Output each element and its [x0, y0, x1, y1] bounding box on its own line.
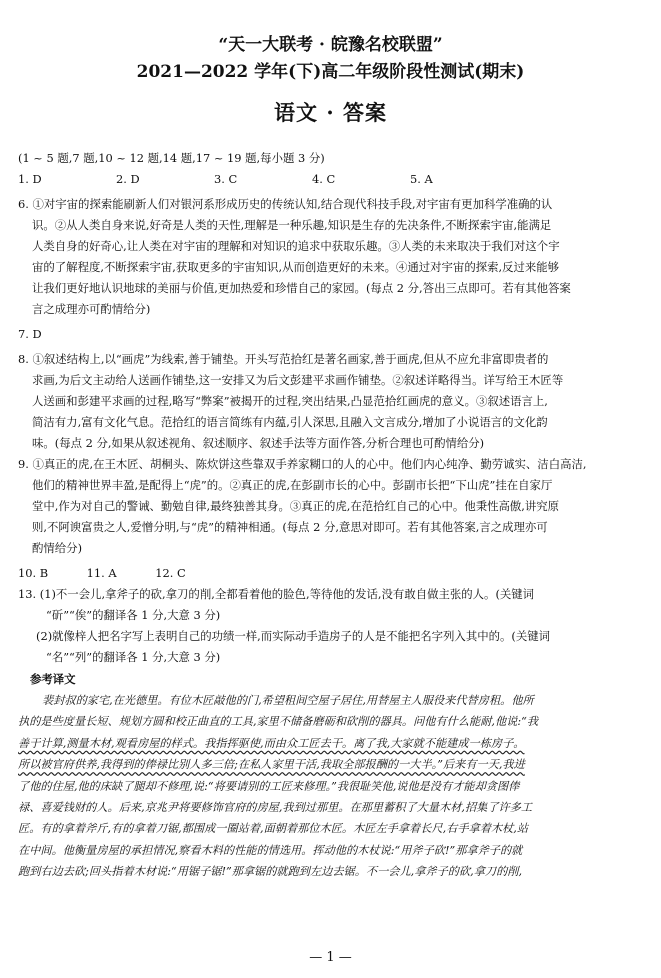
answer-6-line: 让我们更好地认识地球的美丽与价值,更加热爱和珍惜自己的家园。(每点 2 分,答出三点即可。若有其他答案 [32, 281, 571, 295]
score-note: (1 ~ 5 题,7 题,10 ~ 12 题,14 题,17 ~ 19 题,每小题 3 分) [18, 151, 325, 165]
answer-3: 3. C [214, 172, 238, 186]
answer-6-line: 识。②从人类自身来说,好奇是人类的天性,理解是一种乐趣,知识是生存的先决条件,不断探索宇宙,能满足 [32, 218, 552, 232]
answer-13-item-2-line: “名”“列”的翻译各 1 分,大意 3 分) [46, 650, 221, 664]
answer-13 [18, 584, 646, 668]
answer-9-line: 堂中,作为对自己的警诫、勤勉自律,最终独善其身。③真正的虎,在范拾红自己的心中。他秉性高傲,讲究原 [32, 499, 560, 513]
translation-line: 匠。有的拿着斧斤,有的拿着刀锯,都围成一圈站着,面朝着那位木匠。木匠左手拿着长尺,右手拿着木杖,站 [18, 822, 529, 836]
answer-9-line: 9. ①真正的虎,在王木匠、胡桐头、陈炊饼这些靠双手养家糊口的人的心中。他们内心纯净、勤劳诚实、洁白高洁, [18, 457, 587, 471]
mc-answers-row-1 [18, 169, 646, 190]
answer-6-line: 人类自身的好奇心,让人类在对宇宙的理解和对知识的追求中获取乐趣。③人类的未来取决于我们对这个宇 [32, 239, 560, 253]
answer-6-line: 宙的了解程度,不断探索宇宙,获取更多的宇宙知识,从而创造更好的未来。④通过对宇宙的探索,反过来能够 [32, 260, 560, 274]
answer-6-line: 言之成理亦可酌情给分) [32, 302, 151, 316]
answer-13-item-1 [18, 584, 646, 605]
answer-6-line: 6. ①对宇宙的探索能刷新人们对银河系形成历史的传统认知,结合现代科技手段,对宇宙有更加科学准确的认 [18, 197, 553, 211]
answer-8-line: 味。(每点 2 分,如果从叙述视角、叙述顺序、叙述手法等方面作答,分析合理也可酌情给分) [32, 436, 485, 450]
translation-line: 所以被官府供养,我得到的俸禄比别人多三倍;在私人家里干活,我取全部报酬的一大半。”后来有一天,我进 [18, 758, 525, 772]
exam-title: “天一大联考 · 皖豫名校联盟” [218, 35, 443, 55]
answer-2: 2. D [116, 172, 140, 186]
page-number: — 1 — [309, 950, 352, 965]
answer-13-item-2-line: (2)就像梓人把名字写上表明自己的功绩一样,而实际动手造房子的人是不能把名字列入其中的。(关键词 [36, 629, 550, 643]
answer-9-line: 则,不阿谀富贵之人,爱憎分明,与“虎”的精神相通。(每点 2 分,意思对即可。若有其他答案,言之成理亦可 [32, 520, 548, 534]
subject-title: 语文 · 答案 [274, 100, 387, 125]
answer-9-line: 他们的精神世界丰盈,是配得上“虎”的。②真正的虎,在彭副市长的心中。彭副市长把“下山虎”挂在自家厅 [32, 478, 553, 492]
answer-body [18, 148, 646, 883]
answer-8-line: 简洁有力,富有文化气息。范拾红的语言简练有内蕴,引人深思,且融入文言成分,增加了小说语言的文化韵 [32, 415, 548, 429]
translation-line: 在中间。他衡量房屋的承担情况,察看木料的性能的情选用。挥动他的木杖说:“用斧子砍!”那拿斧子的就 [18, 843, 523, 857]
answer-8-line: 求画,为后文主动给人送画作铺垫,这一安排又为后文彭建平求画作铺垫。②叙述详略得当。详写给王木匠等 [32, 373, 564, 387]
answer-10: 10. B [18, 566, 49, 580]
answer-13-item-1-line: “斫”“俟”的翻译各 1 分,大意 3 分) [46, 608, 221, 622]
answer-4: 4. C [312, 172, 336, 186]
reference-translation [18, 690, 646, 883]
answer-9 [18, 454, 646, 559]
answer-9-line: 酌情给分) [32, 541, 83, 555]
translation-line: 执的是些度量长短、规划方圆和校正曲直的工具,家里不储备磨砺和砍削的器具。问他有什么能耐,他说:“我 [18, 715, 539, 729]
answer-7: 7. D [18, 327, 42, 341]
translation-line: 了他的住屋,他的床缺了腿却不修理,说:“将要请别的工匠来修理。”我很耻笑他,说他是没有才能却贪图俸 [18, 779, 520, 793]
exam-subtitle: 2021—2022 学年(下)高二年级阶段性测试(期末) [136, 62, 525, 82]
reference-translation-title: 参考译文 [30, 672, 76, 686]
answer-8-line: 8. ①叙述结构上,以“画虎”为线索,善于铺垫。开头写范拾红是著名画家,善于画虎,但从不应允非富即贵者的 [18, 352, 549, 366]
answer-11: 11. A [86, 566, 117, 580]
answer-1: 1. D [18, 172, 42, 186]
translation-line: 裴封叔的家宅,在光德里。有位木匠敲他的门,希望租间空屋子居住,用替屋主人服役来代替房租。他所 [42, 694, 534, 707]
answer-13-item-1-line: (1)不一会儿,拿斧子的砍,拿刀的削,全都看着他的脸色,等待他的发话,没有敢自做主张的人。(关键词 [39, 587, 535, 601]
mc-answers-row-2 [18, 563, 646, 584]
translation-line: 禄、喜爱钱财的人。后来,京兆尹将要修饰官府的房屋,我到过那里。在那里蓄积了大量木材,招集了许多工 [18, 801, 533, 815]
answer-6 [18, 194, 646, 320]
answer-8-line: 人送画和彭建平求画的过程,略写“弊案”被揭开的过程,突出结果,凸显范拾红画虎的意义。③叙述语言上, [32, 394, 548, 408]
translation-line: 跑到右边去砍;回头指着木材说:“用锯子锯!”那拿锯的就跑到左边去锯。不一会儿,拿斧子的砍,拿刀的削, [18, 865, 523, 879]
answer-8 [18, 349, 646, 454]
answer-5: 5. A [410, 172, 433, 186]
translation-line: 善于计算,测量木材,观看房屋的样式。我指挥驱使,而由众工匠去干。离了我,大家就不能建成一栋房子。 [18, 736, 525, 750]
answer-13-label: 13. [18, 587, 37, 601]
answer-12: 12. C [155, 566, 186, 580]
